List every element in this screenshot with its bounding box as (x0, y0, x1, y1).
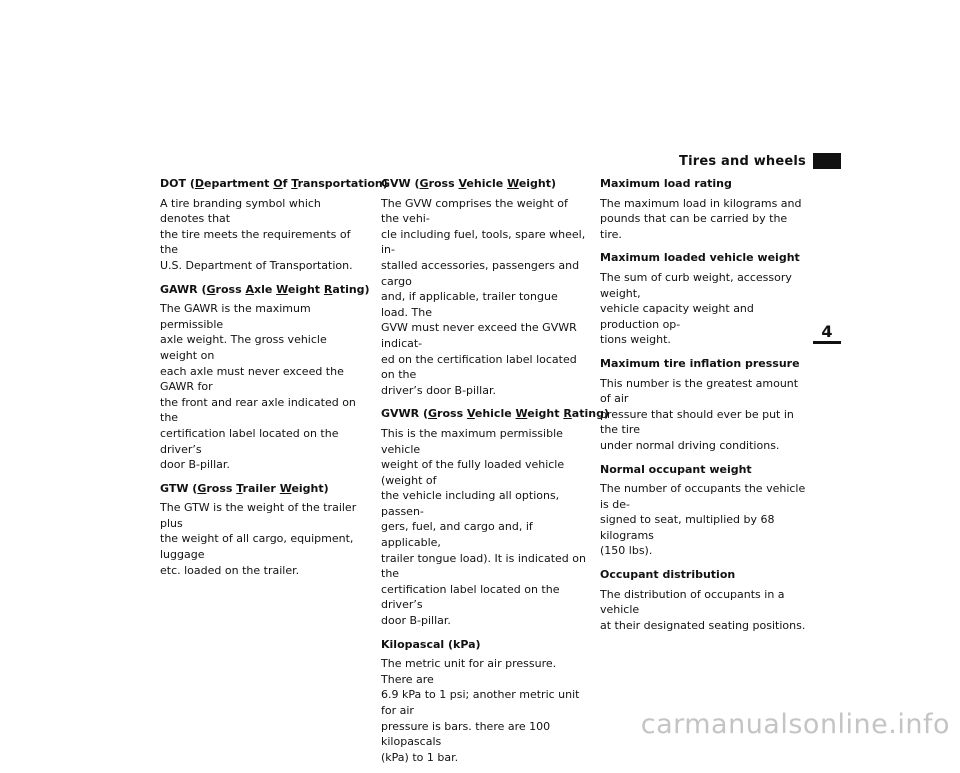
term-definition-max-pressure: This number is the greatest amount of air pressure that should ever be put in the tire under normal driving conditions. (600, 376, 799, 452)
term-definition-occupant-weight: The number of occupants the vehicle is de- signed to seat, multiplied by 68 kilograms (150 lbs). (600, 482, 806, 558)
site-watermark: carmanualsonline.info (640, 709, 950, 740)
term-heading-occupant-weight: Normal occupant weight (600, 462, 752, 476)
chapter-number: 4 (821, 322, 833, 341)
term-definition-max-load: The maximum load in kilograms and pounds that can be carried by the tire. (600, 196, 802, 241)
term-definition-max-loaded-weight: The sum of curb weight, accessory weight, vehicle capacity weight and production op- tions weight. (600, 270, 792, 347)
term-heading-max-pressure: Maximum tire inflation pressure (600, 356, 800, 370)
term-heading-gtw: GTW (Gross Trailer Weight) (160, 481, 329, 495)
term-definition-gvwr: This is the maximum permissible vehicle weight of the fully loaded vehicle (weight of the vehicle including all options, passen- gers, fuel, and cargo and, if applicable, trailer tongue load). It is indicated on the certification label located on the driver’s door B-pillar. (381, 426, 586, 628)
section-title: Tires and wheels (679, 154, 806, 169)
term-heading-max-loaded-weight: Maximum loaded vehicle weight (600, 251, 800, 265)
term-heading-occupant-distribution: Occupant distribution (600, 568, 736, 582)
term-heading-max-load: Maximum load rating (600, 177, 732, 190)
term-definition-gtw: The GTW is the weight of the trailer plus the weight of all cargo, equipment, luggage etc. loaded on the trailer. (160, 501, 357, 577)
term-definition-gawr: The GAWR is the maximum permissible axle weight. The gross vehicle weight on each axle must never exceed the GAWR for the front and rear axle indicated on the certification label located on the driver’s door B-pillar. (160, 302, 356, 472)
term-definition-gvw: The GVW comprises the weight of the vehi- cle including fuel, tools, spare wheel, in- stalled accessories, passengers and cargo and, if applicable, trailer tongue load. The GVW must never exceed the GVWR indicat- ed on the certification label located on the driver’s door B-pillar. (381, 196, 586, 397)
column-right (600, 176, 810, 641)
section-tab-marker (813, 153, 841, 169)
term-definition-kpa: The metric unit for air pressure. There are 6.9 kPa to 1 psi; another metric unit for air pressure is bars. there are 100 kilopascals (kPa) to 1 bar. (381, 657, 580, 764)
column-middle (381, 176, 609, 773)
term-heading-gvwr: GVWR (Gross Vehicle Weight Rating) (381, 407, 609, 421)
term-heading-kpa: Kilopascal (kPa) (381, 637, 481, 651)
term-definition-dot: A tire branding symbol which denotes that the tire meets the requirements of the U.S. Department of Transportation. (160, 196, 353, 272)
term-definition-occupant-distribution: The distribution of occupants in a vehicle at their designated seating positions. (600, 587, 806, 632)
chapter-marker-rule (813, 341, 841, 344)
column-left (160, 176, 388, 586)
term-heading-dot: DOT (Department Of Transportation) (160, 177, 388, 190)
term-heading-gvw: GVW (Gross Vehicle Weight) (381, 177, 557, 190)
term-heading-gawr: GAWR (Gross Axle Weight Rating) (160, 282, 370, 296)
